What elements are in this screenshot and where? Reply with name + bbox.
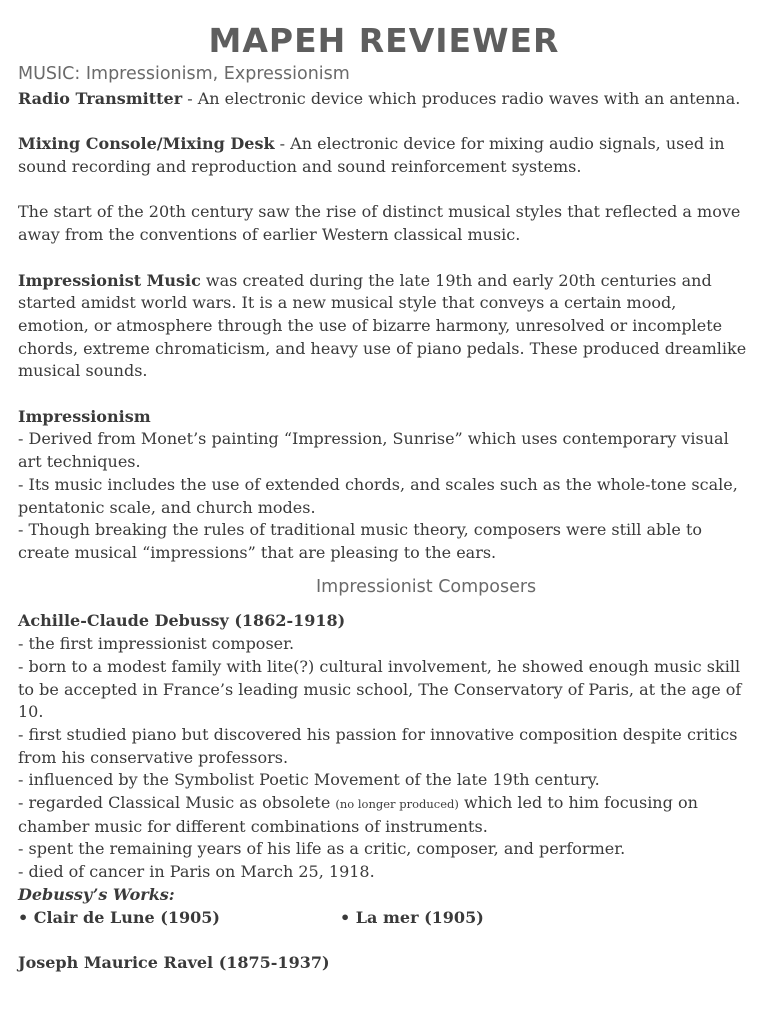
impressionism-point: - Though breaking the rules of traditional music theory, composers were still able to create musical “impressions” that are pleasing to the ears. xyxy=(18,520,702,562)
radio-definition: - An electronic device which produces radio waves with an antenna. xyxy=(182,89,741,108)
debussy-point: - influenced by the Symbolist Poetic Movement of the late 19th century. xyxy=(18,770,600,790)
work-item: • Clair de Lune (1905) xyxy=(18,907,220,927)
page-title: MAPEH REVIEWER xyxy=(208,21,560,60)
impressionist-music-def xyxy=(18,270,750,384)
debussy-name: Achille-Claude Debussy (1862-1918) xyxy=(18,611,346,631)
radio-term: Radio Transmitter xyxy=(18,89,183,108)
debussy-works-heading: Debussy’s Works: xyxy=(18,884,175,904)
intro-paragraph: The start of the 20th century saw the rise of distinct musical styles that reflected a move away from the conventions of earlier Western classical music. xyxy=(18,202,741,245)
debussy-point: - the first impressionist composer. xyxy=(18,634,295,654)
ravel-name: Joseph Maurice Ravel (1875-1937) xyxy=(18,952,330,972)
composers-heading: Impressionist Composers xyxy=(316,576,537,597)
radio-transmitter-def xyxy=(18,88,750,111)
debussy-point: - first studied piano but discovered his passion for innovative composition despite critics from his conservative professors. xyxy=(18,724,738,767)
debussy-point-classical: - regarded Classical Music as obsolete (no longer produced) which led to him focusing on chamber music for different combinations of instruments. xyxy=(18,793,698,836)
mixing-console-def xyxy=(18,133,750,178)
debussy-point: - died of cancer in Paris on March 25, 1918. xyxy=(18,862,375,882)
impressionism-point: - Its music includes the use of extended chords, and scales such as the whole-tone scale, pentatonic scale, and church modes. xyxy=(18,474,738,517)
mixing-definition: - An electronic device for mixing audio signals, used in sound recording and reproduction and sound reinforcement systems. xyxy=(18,134,725,177)
work-item: • La mer (1905) xyxy=(340,907,484,927)
mixing-term: Mixing Console/Mixing Desk xyxy=(18,134,275,154)
subtitle-lead: MUSIC: xyxy=(18,64,81,84)
classical-note: (no longer produced) xyxy=(335,797,459,812)
subject-subtitle xyxy=(18,61,750,88)
impressionist-music-term: Impressionist Music xyxy=(18,270,201,290)
impressionism-point: - Derived from Monet’s painting “Impression, Sunrise” which uses contemporary visual art techniques. xyxy=(18,429,729,472)
impressionist-music-definition: was created during the late 19th and early 20th centuries and started amidst world wars. It is a new musical style that conveys a certain mood, emotion, or atmosphere through the use of bizarre harmony, unresolved or incomplete chords, extreme chromaticism, and heavy use of piano pedals. These produced dreamlike musical sounds. xyxy=(18,270,747,381)
debussy-point: - born to a modest family with lite(?) cultural involvement, he showed enough music skill to be accepted in France’s leading music school, The Conservatory of Paris, at the age of 10. xyxy=(18,656,742,722)
impressionism-heading: Impressionism xyxy=(18,406,151,426)
debussy-works-list xyxy=(18,907,750,930)
debussy-point: - spent the remaining years of his life as a critic, composer, and performer. xyxy=(18,839,626,859)
subtitle-topics: Impressionism, Expressionism xyxy=(80,64,350,84)
